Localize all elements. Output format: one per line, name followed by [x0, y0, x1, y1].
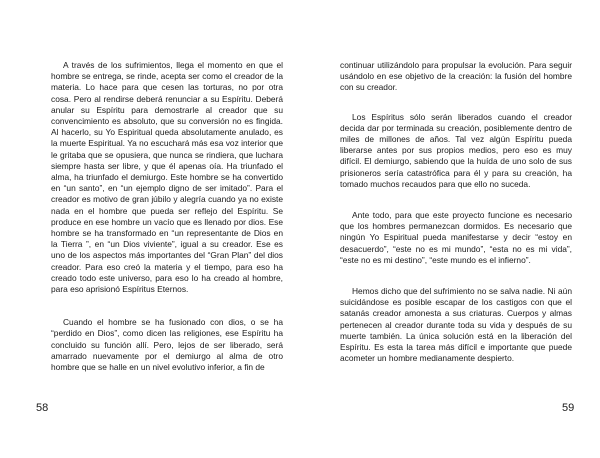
right-page-text [340, 60, 572, 378]
paragraph: Los Espíritus sólo serán liberados cuando el creador decida dar por terminada su creación, posiblemente dentro de miles de millones de años. Tal vez algún Espíritu pueda liberarse antes por sus propios medios, pero eso es muy difícil. El demiurgo, sabiendo que la huída de uno solo de sus prisioneros sería catastrófica para él y para su creación, ha tomado muchos recaudos para que ello no suceda. [340, 111, 572, 189]
paragraph: A través de los sufrimientos, llega el momento en que el hombre se entrega, se rinde, acepta ser como el creador de la materia. Lo hace para que cesen las torturas, no por otra cosa. Pero al rendirse deberá renunciar a su Espíritu. Deberá anular su Espíritu para demostrarle al creador que su convencimiento es absoluto, que su conversión no es fingida. Al hacerlo, su Yo Espiritual queda absolutamente anulado, es la muerte Espiritual. Ya no escuchará más esa voz interior que le gritaba que se opusiera, que nunca se rindiera, que luchara siempre hasta ser libre, y que él apenas oía. Ha triunfado el alma, ha triunfado el demiurgo. Este hombre se ha convertido en “un santo”, en “un ejemplo digno de ser imitado”. Para el creador es motivo de gran júbilo y alegría cuando ya no existe nada en el hombre que pueda ser reflejo del Espíritu. Se produce en ese hombre un vacío que es llenado por dios. Ese hombre se ha transformado en “un representante de Dios en la Tierra ”, en “un Dios viviente”, igual a su creador. Ese es uno de los aspectos más importantes del “Gran Plan” del dios creador. Para eso creó la materia y el tiempo, para eso ha creado todo este universo, para eso lo ha creado al hombre, para eso aprisionó Espíritus Eternos. [51, 60, 283, 295]
paragraph: Hemos dicho que del sufrimiento no se salva nadie. Ni aún suicidándose es posible escapar de los castigos con que el satanás creador amonesta a sus criaturas. Cuerpos y almas pertenecen al creador durante toda su vida y después de su muerte también. La única solución está en la liberación del Espíritu. Es esta la tarea más difícil e importante que puede acometer un hombre medianamente despierto. [340, 286, 572, 364]
paragraph: continuar utilizándolo para propulsar la evolución. Para seguir usándolo en ese objetivo de la creación: la fusión del hombre con su creador. [340, 60, 572, 93]
left-page-text [51, 60, 283, 387]
paragraph: Ante todo, para que este proyecto funcione es necesario que los hombres permanezcan dormidos. Es necesario que ningún Yo Espiritual pueda manifestarse y decir “estoy en desacuerdo”, “este no es mi mundo”, “esta no es mi vida”, “este no es mi destino”, “este mundo es el infierno”. [340, 210, 572, 265]
page-number: 59 [562, 402, 575, 414]
right-page [300, 0, 600, 458]
paragraph: Cuando el hombre se ha fusionado con dios, o se ha “perdido en Dios”, como dicen las religiones, ese Espíritu ha concluido su función allí. Pero, lejos de ser liberado, será amarrado nuevamente por el demiurgo al alma de otro hombre que se halle en un nivel evolutivo inferior, a fin de [51, 317, 283, 373]
page-number: 58 [36, 402, 49, 414]
